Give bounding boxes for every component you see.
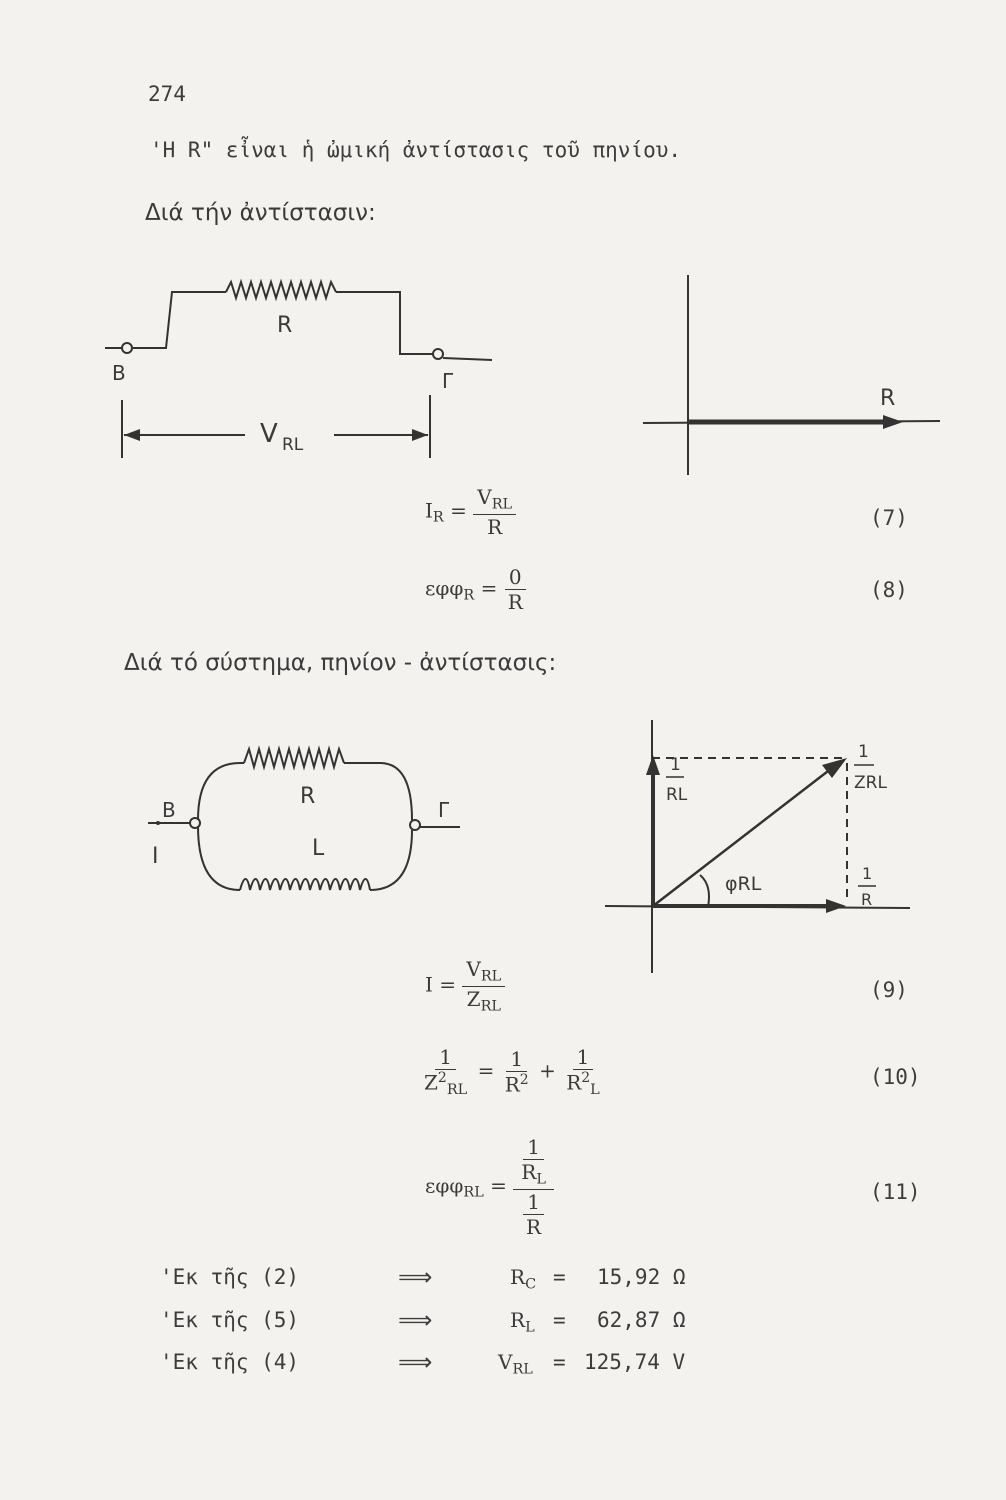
vertical-label-den: RL	[666, 785, 688, 805]
diagonal-label-num: 1	[858, 742, 869, 762]
angle-label: φRL	[725, 873, 762, 895]
node-g-label: Γ	[442, 369, 454, 393]
equation-11: εφφ$_{RL}$ = $\frac{\frac{1}{R_L}}{\frac{1}{R}}$	[425, 1135, 554, 1239]
result-symbol: $R_L$	[510, 1308, 535, 1336]
result-equals: =	[553, 1265, 566, 1289]
inductor-label: L	[312, 836, 325, 861]
equation-9: I = $\frac{V_{RL}}{Z_{RL}}$	[425, 957, 505, 1015]
result-equals: =	[553, 1308, 566, 1332]
phasor-r-label: R	[880, 386, 896, 411]
vertical-label-num: 1	[670, 755, 681, 775]
voltage-sub-label: RL	[282, 435, 304, 455]
resistor-phasor-diagram	[635, 270, 950, 485]
page-number: 274	[148, 82, 186, 106]
result-row: 'Εκ τῆς (4)	[160, 1350, 300, 1374]
equation-7: $I_R$ = $\frac{V_{RL}}{R}$	[425, 485, 516, 539]
resistor-label: R	[277, 313, 293, 338]
rl-circuit-diagram	[140, 735, 470, 910]
result-symbol: $V_{RL}$	[498, 1350, 533, 1378]
resistor-label-2: R	[300, 784, 316, 809]
implies-arrow: ⟹	[398, 1306, 433, 1334]
equation-11-number: (11)	[870, 1180, 921, 1204]
result-equals: =	[553, 1350, 566, 1374]
result-value: 62,87 Ω	[597, 1308, 686, 1332]
result-value: 15,92 Ω	[597, 1265, 686, 1289]
horizontal-label-den: R	[861, 890, 873, 909]
implies-arrow: ⟹	[398, 1348, 433, 1376]
result-value: 125,74 V	[584, 1350, 686, 1374]
node-b-label: B	[112, 361, 126, 385]
equation-10: $\frac{1}{Z^2_{RL}}$ = $\frac{1}{R^2}$ + $\frac{1}{R^2_L}$	[424, 1045, 600, 1098]
horizontal-label-num: 1	[862, 864, 873, 883]
diagonal-label-den: ZRL	[854, 773, 887, 793]
equation-10-number: (10)	[870, 1065, 921, 1089]
equation-8: εφφ$_R$ = $\frac{0}{R}$	[425, 565, 527, 614]
current-label: I	[152, 844, 159, 869]
node-g-label-2: Γ	[438, 798, 450, 822]
intro-line: 'Η R" εἶναι ἡ ὠμική ἀντίστασις τοῦ πηνίου.	[150, 138, 682, 162]
result-row: 'Εκ τῆς (2)	[160, 1265, 300, 1289]
result-row: 'Εκ τῆς (5)	[160, 1308, 300, 1332]
equation-7-number: (7)	[870, 506, 908, 530]
resistor-circuit-diagram	[100, 270, 520, 470]
voltage-label: V	[260, 419, 278, 449]
admittance-phasor-diagram	[600, 715, 920, 980]
heading-resistor: Διά τήν ἀντίστασιν:	[145, 200, 376, 226]
result-symbol: $R_C$	[510, 1265, 537, 1293]
equation-9-number: (9)	[870, 978, 908, 1002]
equation-8-number: (8)	[870, 578, 908, 602]
heading-system: Διά τό σύστημα, πηνίον - ἀντίστασις:	[124, 650, 557, 676]
implies-arrow: ⟹	[398, 1263, 433, 1291]
node-b-label-2: B	[162, 798, 176, 822]
